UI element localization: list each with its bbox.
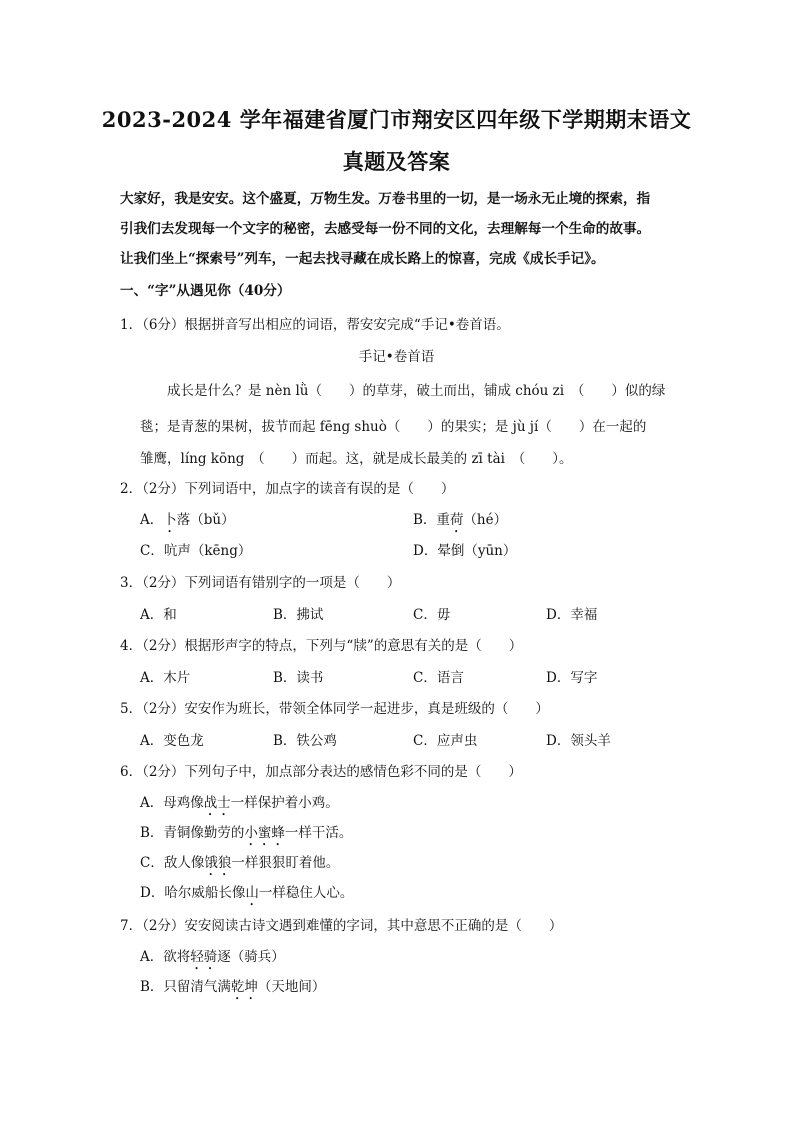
option-prefix: B．青铜像勤劳的 [140, 825, 245, 841]
dotted-phrase: 饿狼 [204, 855, 232, 871]
document-title-line1: 2023-2024 学年福建省厦门市翔安区四年级下学期期末语文 [101, 107, 692, 132]
option-text: 一样稳住人心。 [258, 885, 354, 901]
question-7-stem: 7．（2分）安安阅读古诗文遇到难懂的字词，其中意思不正确的是（ ） [120, 918, 563, 934]
question-3-option-d[interactable]: D．幸福 [546, 607, 598, 623]
question-2-stem: 2．（2分）下列词语中，加点字的读音有误的是（ ） [120, 481, 455, 497]
option-prefix: B．重 [413, 512, 450, 528]
option-prefix: A． [140, 512, 164, 528]
dotted-phrase: 乾坤 [230, 979, 258, 995]
dotted-phrase: 战士 [203, 795, 231, 811]
option-text: 一样干活。 [284, 825, 353, 841]
question-3-option-b[interactable]: B．拂试 [273, 607, 324, 623]
section-heading-1: 一、“字”从遇见你（40分） [120, 283, 291, 299]
question-1-paragraph-line-1: 成长是什么？是 nèn lǜ（ ）的草芽，破土而出，铺成 chóu zi （ ）似的绿 [167, 383, 666, 399]
question-6-option-b[interactable] [140, 821, 352, 849]
option-text: 落（bǔ） [176, 512, 235, 528]
dotted-character: 卜 [163, 512, 177, 528]
question-5-stem: 5．（2分）安安作为班长，带领全体同学一起进步，真是班级的（ ） [120, 701, 549, 717]
question-7-option-a[interactable] [140, 945, 285, 973]
option-prefix: D．哈尔威船长像 [140, 885, 246, 901]
question-4-option-b[interactable]: B．读书 [273, 670, 324, 686]
question-4-stem: 4．（2分）根据形声字的特点，下列与“牍”的意思有关的是（ ） [120, 638, 523, 654]
question-6-option-c[interactable] [140, 851, 339, 879]
question-5-option-d[interactable]: D．领头羊 [546, 733, 611, 749]
question-6-option-d[interactable] [140, 881, 353, 909]
question-5-option-c[interactable]: C．应声虫 [413, 733, 478, 749]
question-3-stem: 3．（2分）下列词语有错别字的一项是（ ） [120, 575, 401, 591]
question-4-option-c[interactable]: C．语言 [413, 670, 464, 686]
question-5-option-b[interactable]: B．铁公鸡 [273, 733, 337, 749]
question-1-subtitle: 手记•卷首语 [358, 349, 435, 365]
question-6-stem: 6．（2分）下列句子中，加点部分表达的感情色彩不同的是（ ） [120, 764, 522, 780]
question-3-option-c[interactable]: C．毋 [413, 607, 451, 623]
question-2-option-d[interactable]: D．晕倒（yūn） [413, 543, 517, 559]
option-prefix: C．敌人像 [140, 855, 205, 871]
question-2-option-c[interactable]: C．吭声（kēng） [140, 543, 252, 559]
option-prefix: A．欲将 [140, 949, 191, 965]
question-6-option-a[interactable] [140, 791, 339, 819]
option-text: 逐（骑兵） [217, 949, 285, 965]
dotted-phrase: 轻骑 [190, 949, 218, 965]
question-4-option-d[interactable]: D．写字 [546, 670, 598, 686]
option-prefix: A．母鸡像 [140, 795, 204, 811]
document-title-line2: 真题及答案 [342, 149, 451, 174]
dotted-character: 荷 [449, 512, 464, 528]
question-7-option-b[interactable] [140, 975, 325, 1003]
option-prefix: B．只留清气满 [140, 979, 231, 995]
option-text: （hé） [463, 512, 508, 528]
intro-line-1: 大家好，我是安安。这个盛夏，万物生发。万卷书里的一切，是一场永无止境的探索，指 [120, 191, 651, 207]
option-text: （天地间） [257, 979, 326, 995]
question-3-option-a[interactable]: A．和 [140, 607, 177, 623]
dotted-phrase: 山 [245, 885, 259, 901]
intro-line-3: 让我们坐上“探索号”列车，一起去找寻藏在成长路上的惊喜，完成《成长手记》。 [120, 251, 605, 267]
question-4-option-a[interactable]: A．木片 [140, 670, 191, 686]
question-2-option-a[interactable] [140, 508, 235, 536]
question-1-paragraph-line-2: 毯；是青葱的果树，拔节而起 fēng shuò（ ）的果实；是 jù jí（ ）在一起的 [140, 419, 647, 435]
question-2-option-b[interactable] [413, 508, 507, 536]
question-1-stem: 1．（6分）根据拼音写出相应的词语，帮安安完成“手记•卷首语。 [120, 317, 510, 333]
option-text: 一样保护着小鸡。 [230, 795, 339, 811]
question-1-paragraph-line-3: 雏鹰，líng kōng （ ）而起。这，就是成长最美的 zī tài （ ）。 [140, 451, 573, 467]
intro-line-2: 引我们去发现每一个文字的秘密，去感受每一份不同的文化，去理解每一个生命的故事。 [120, 221, 651, 237]
dotted-phrase: 小蜜蜂 [244, 825, 285, 841]
question-5-option-a[interactable]: A．变色龙 [140, 733, 204, 749]
option-text: 一样狠狠盯着他。 [231, 855, 340, 871]
